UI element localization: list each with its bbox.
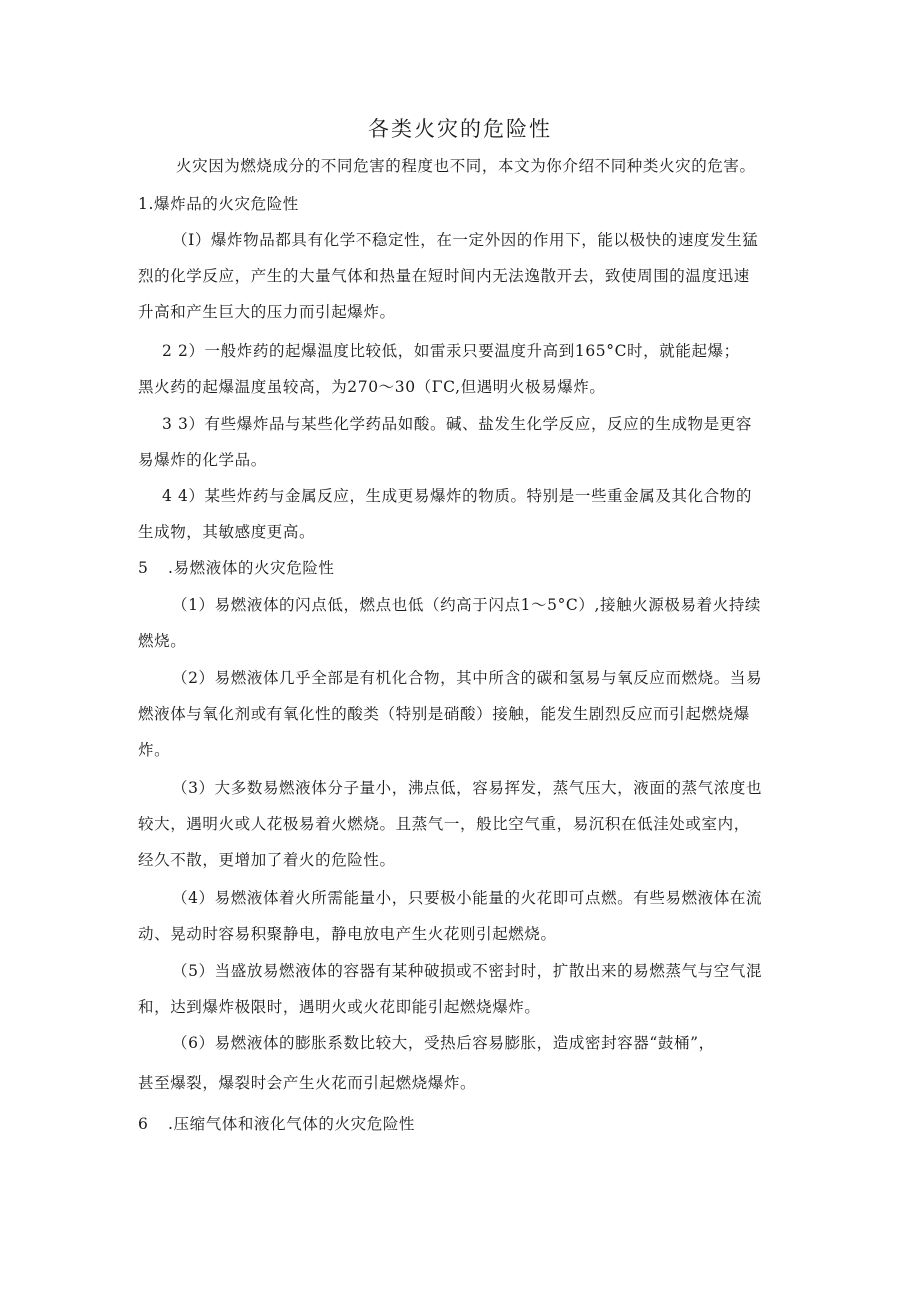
text-line: 炸。 xyxy=(138,741,171,759)
section-1-paragraph-3 xyxy=(138,406,788,478)
text-line: 较大，遇明火或人花极易着火燃烧。且蒸气一，般比空气重，易沉积在低洼处或室内， xyxy=(138,815,750,833)
section-5-paragraph-4 xyxy=(138,880,788,952)
section-heading-text: .易燃液体的火灾危险性 xyxy=(168,559,335,577)
section-1-paragraph-4 xyxy=(138,478,788,550)
text-line: （I）爆炸物品都具有化学不稳定性，在一定外因的作用下，能以极快的速度发生猛 xyxy=(172,231,759,249)
text-line: 黑火药的起爆温度虽较高，为270～30（ΓC,但遇明火极易爆炸。 xyxy=(138,378,606,396)
text-line: 动、晃动时容易积聚静电，静电放电产生火花则引起燃烧。 xyxy=(138,925,557,943)
text-line: （3）大多数易燃液体分子量小，沸点低，容易挥发，蒸气压大，液面的蒸气浓度也 xyxy=(172,779,763,797)
text-line: （4）易燃液体着火所需能量小，只要极小能量的火花即可点燃。有些易燃液体在流 xyxy=(172,889,763,907)
section-5-heading xyxy=(138,550,335,586)
text-line: 烈的化学反应，产生的大量气体和热量在短时间内无法逸散开去，致使周围的温度迅速 xyxy=(138,267,750,285)
section-1-paragraph-1 xyxy=(138,222,788,330)
section-heading-text: .压缩气体和液化气体的火灾危险性 xyxy=(168,1115,416,1133)
section-5-paragraph-5 xyxy=(138,953,788,1025)
page-title: 各类火灾的危险性 xyxy=(368,117,552,141)
section-6-heading xyxy=(138,1106,415,1142)
text-line: 燃烧。 xyxy=(138,632,187,650)
text-line: 燃液体与氧化剂或有氧化性的酸类（特别是硝酸）接触，能发生剧烈反应而引起燃烧爆 xyxy=(138,705,750,723)
text-line: （5）当盛放易燃液体的容器有某种破损或不密封时，扩散出来的易燃蒸气与空气混 xyxy=(172,962,763,980)
text-line: 升高和产生巨大的压力而引起爆炸。 xyxy=(138,303,396,321)
text-line: 甚至爆裂，爆裂时会产生火花而引起燃烧爆炸。 xyxy=(138,1074,477,1092)
section-1-heading: 1.爆炸品的火灾危险性 xyxy=(138,195,299,213)
section-number: 6 xyxy=(138,1115,149,1133)
intro-paragraph: 火灾因为燃烧成分的不同危害的程度也不同，本文为你介绍不同种类火灾的危害。 xyxy=(176,157,756,175)
text-line: 经久不散，更增加了着火的危险性。 xyxy=(138,851,396,869)
section-5-paragraph-2 xyxy=(138,660,788,768)
text-line: 4 4）某些炸药与金属反应，生成更易爆炸的物质。特别是一些重金属及其化合物的 xyxy=(162,487,752,505)
text-line: 生成物，其敏感度更高。 xyxy=(138,523,316,541)
text-line: 2 2）一般炸药的起爆温度比较低，如雷汞只要温度升高到165°C时，就能起爆； xyxy=(162,342,740,360)
section-5-paragraph-6 xyxy=(138,1025,788,1101)
section-number: 5 xyxy=(138,559,149,577)
section-1-paragraph-2 xyxy=(138,333,788,405)
section-5-paragraph-3 xyxy=(138,770,788,878)
text-line: 和，达到爆炸极限时，遇明火或火花即能引起燃烧爆炸。 xyxy=(138,998,541,1016)
section-5-paragraph-1 xyxy=(138,587,788,659)
text-line: 3 3）有些爆炸品与某些化学药品如酸。碱、盐发生化学反应，反应的生成物是更容 xyxy=(162,415,752,433)
text-line: （2）易燃液体几乎全部是有机化合物，其中所含的碳和氢易与氧反应而燃烧。当易 xyxy=(172,669,763,687)
text-line: 易爆炸的化学品。 xyxy=(138,451,267,469)
text-line: （1）易燃液体的闪点低，燃点也低（约高于闪点1～5°C）,接触火源极易着火持续 xyxy=(172,596,762,614)
text-line: （6）易燃液体的膨胀系数比较大，受热后容易膨胀，造成密封容器“鼓桶”， xyxy=(172,1034,715,1052)
